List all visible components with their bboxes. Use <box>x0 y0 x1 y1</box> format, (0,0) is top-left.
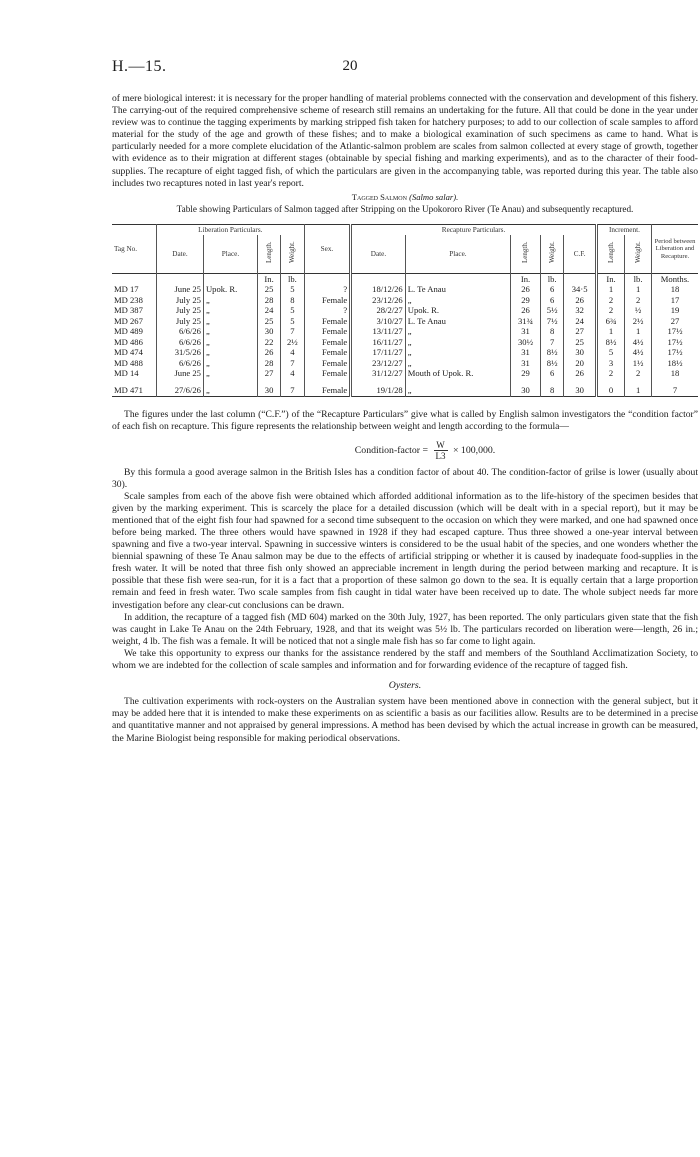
table-body <box>112 284 698 397</box>
unit-months: Months. <box>652 273 699 284</box>
cell-lib-wt: 7 <box>281 326 304 337</box>
cell-lib-date: 6/6/26 <box>157 337 204 348</box>
cell-lib-date: July 25 <box>157 305 204 316</box>
cell-sex: Female <box>304 337 351 348</box>
unit-in: In. <box>596 273 624 284</box>
cell-inc-wt: 4½ <box>625 347 652 358</box>
cell-rec-wt: 5½ <box>540 305 563 316</box>
paragraph-4: Scale samples from each of the above fish were obtained which afforded additional information as to the life-history of the specimen besides that given by the marking experiment. This is scarcely the place for a detailed discussion (which will be dealt with in a special report), but it may be mentioned that of the eight fish four had spawned for a second time subsequent to the occasion on which they were marked, and one had spawned once before being marked. The three others would have spawned in 1928 if they had escaped capture. Thus three showed a one-year interval between spawning and five a two-year interval. Spawning in successive winters is considered to be the usual habit of the species, and one wonders whether the biennial spawning of these Te Anau salmon may be due to the effects of artificial stripping or whether it is caused by inadequate food-supplies in the fresh water. It will be noted that three fish only showed an appreciable increment in length during the period between marking and recapture. It is possible that these fish were sea-run, for it is a fact that a proportion of these salmon go down to the sea. It is equally certain that a large proportion remain and feed in fresh water. Two scale samples from fish caught in tidal water have been received up to date. The whole subject needs far more investigation before any clear-cut conclusions can be drawn. <box>112 490 698 611</box>
cell-rec-wt: 6 <box>540 284 563 295</box>
cell-rec-place: „ <box>405 337 510 348</box>
group-liberation: Liberation Particulars. <box>157 224 305 235</box>
cell-period: 19 <box>652 305 699 316</box>
cell-rec-date: 17/11/27 <box>351 347 406 358</box>
unit-in: In. <box>511 273 541 284</box>
cell-inc-wt: 1 <box>625 284 652 295</box>
cell-cf: 30 <box>564 379 596 397</box>
cell-rec-len: 29 <box>511 368 541 379</box>
table-row <box>112 305 698 316</box>
cell-inc-wt: 2½ <box>625 316 652 327</box>
cell-lib-date: 31/5/26 <box>157 347 204 358</box>
cell-lib-wt: 5 <box>281 316 304 327</box>
cell-rec-date: 28/2/27 <box>351 305 406 316</box>
cell-lib-date: June 25 <box>157 284 204 295</box>
cell-lib-date: July 25 <box>157 316 204 327</box>
cell-rec-wt: 7½ <box>540 316 563 327</box>
cell-rec-wt: 8 <box>540 379 563 397</box>
group-increment: Increment. <box>596 224 651 235</box>
cell-lib-place: „ <box>203 368 257 379</box>
formula-fraction <box>434 440 448 461</box>
cell-cf: 34·5 <box>564 284 596 295</box>
paragraph-6: We take this opportunity to express our thanks for the assistance rendered by the staff and members of the Southland Acclimatization Society, to whom we are indebted for the collection of scale samples and information and for forwarding evidence of the recapture of tagged fish. <box>112 647 698 672</box>
table-title-main: Tagged Salmon <box>351 191 407 202</box>
cell-cf: 30 <box>564 347 596 358</box>
col-lib-date: Date. <box>157 235 204 273</box>
cell-lib-place: „ <box>203 305 257 316</box>
col-lib-length: Length. <box>264 241 273 264</box>
cell-period: 17½ <box>652 347 699 358</box>
col-tag: Tag No. <box>114 244 138 253</box>
table-row <box>112 368 698 379</box>
cell-rec-place: L. Te Anau <box>405 316 510 327</box>
cell-lib-date: 6/6/26 <box>157 326 204 337</box>
cell-rec-date: 23/12/26 <box>351 295 406 306</box>
cell-sex: Female <box>304 358 351 369</box>
cell-lib-place: „ <box>203 295 257 306</box>
cell-inc-wt: 1 <box>625 326 652 337</box>
cell-rec-date: 19/1/28 <box>351 379 406 397</box>
cell-inc-wt: 4½ <box>625 337 652 348</box>
col-sex: Sex. <box>304 224 351 273</box>
cell-tag: MD 471 <box>114 384 143 395</box>
cell-rec-place: „ <box>405 347 510 358</box>
cell-period: 18 <box>652 284 699 295</box>
table-row <box>112 326 698 337</box>
cell-lib-len: 28 <box>258 358 281 369</box>
col-rec-date: Date. <box>351 235 406 273</box>
table-title-species: (Salmo salar). <box>409 191 459 202</box>
cell-cf: 32 <box>564 305 596 316</box>
cell-cf: 27 <box>564 326 596 337</box>
col-inc-weight: Weight. <box>633 241 642 264</box>
cell-inc-len: 1 <box>596 284 624 295</box>
cell-rec-place: „ <box>405 326 510 337</box>
cell-rec-len: 31¾ <box>511 316 541 327</box>
cell-cf: 26 <box>564 295 596 306</box>
cell-tag: MD 238 <box>114 294 143 305</box>
unit-lb: lb. <box>540 273 563 284</box>
cell-lib-len: 30 <box>258 379 281 397</box>
page-number: 20 <box>342 58 358 74</box>
col-inc-length: Length. <box>606 241 615 264</box>
cell-inc-wt: 2 <box>625 295 652 306</box>
col-lib-weight: Weight. <box>288 241 297 264</box>
cell-rec-wt: 6 <box>540 295 563 306</box>
cell-lib-place: Upok. R. <box>203 284 257 295</box>
cell-tag: MD 387 <box>114 305 143 316</box>
table-row <box>112 337 698 348</box>
cell-rec-len: 31 <box>511 358 541 369</box>
cell-lib-wt: 4 <box>281 368 304 379</box>
cell-sex: Female <box>304 347 351 358</box>
cell-inc-len: 2 <box>596 368 624 379</box>
units-row <box>112 273 698 284</box>
cell-lib-place: „ <box>203 358 257 369</box>
table-row <box>112 379 698 397</box>
cell-rec-place: „ <box>405 295 510 306</box>
cell-inc-len: 8½ <box>596 337 624 348</box>
formula-numerator: W <box>434 440 448 451</box>
cell-lib-len: 30 <box>258 326 281 337</box>
table-row <box>112 358 698 369</box>
cell-rec-place: Upok. R. <box>405 305 510 316</box>
cell-lib-wt: 2½ <box>281 337 304 348</box>
cell-period: 18½ <box>652 358 699 369</box>
formula-multiplier: × 100,000. <box>452 444 496 456</box>
cell-rec-wt: 8 <box>540 326 563 337</box>
formula-label: Condition-factor = <box>354 444 431 456</box>
group-period: Period between Liberation and Recapture. <box>652 224 699 273</box>
cell-rec-place: „ <box>405 358 510 369</box>
group-recapture: Recapture Particulars. <box>351 224 597 235</box>
table-title <box>112 191 698 203</box>
cell-lib-wt: 8 <box>281 295 304 306</box>
cell-sex: Female <box>304 295 351 306</box>
cell-lib-len: 25 <box>258 284 281 295</box>
unit-in: In. <box>258 273 281 284</box>
cell-lib-date: July 25 <box>157 295 204 306</box>
cell-tag: MD 17 <box>114 284 139 295</box>
cell-lib-len: 28 <box>258 295 281 306</box>
cell-sex: Female <box>304 368 351 379</box>
cell-lib-len: 25 <box>258 316 281 327</box>
col-lib-place: Place. <box>203 235 257 273</box>
cell-rec-place: Mouth of Upok. R. <box>405 368 510 379</box>
cell-cf: 26 <box>564 368 596 379</box>
cell-inc-wt: 1½ <box>625 358 652 369</box>
cell-lib-date: June 25 <box>157 368 204 379</box>
cell-inc-len: 2 <box>596 295 624 306</box>
cell-rec-date: 23/12/27 <box>351 358 406 369</box>
cell-rec-date: 3/10/27 <box>351 316 406 327</box>
paragraph-3: By this formula a good average salmon in the British Isles has a condition factor of about 40. The condition-factor of grilse is lower (usually about 30). <box>112 466 698 490</box>
cell-rec-len: 30 <box>511 379 541 397</box>
salmon-recapture-table <box>112 224 698 398</box>
table-row <box>112 295 698 306</box>
table-caption: Table showing Particulars of Salmon tagged after Stripping on the Upokororo River (Te Anau) and subsequently recaptured. <box>176 203 634 214</box>
cell-inc-len: 6¾ <box>596 316 624 327</box>
cell-inc-len: 5 <box>596 347 624 358</box>
formula-denominator: L3 <box>435 450 446 461</box>
cell-lib-place: „ <box>203 347 257 358</box>
cell-rec-len: 29 <box>511 295 541 306</box>
cell-inc-len: 1 <box>596 326 624 337</box>
cell-rec-date: 13/11/27 <box>351 326 406 337</box>
section-code: H.—15. <box>112 58 167 75</box>
cell-sex: ? <box>304 305 351 316</box>
cell-period: 27 <box>652 316 699 327</box>
cell-period: 17½ <box>652 337 699 348</box>
cell-inc-len: 0 <box>596 379 624 397</box>
cell-inc-wt: 2 <box>625 368 652 379</box>
cell-cf: 25 <box>564 337 596 348</box>
cell-lib-place: „ <box>203 337 257 348</box>
cell-tag: MD 489 <box>114 326 143 337</box>
cell-lib-date: 27/6/26 <box>157 379 204 397</box>
cell-period: 7 <box>652 379 699 397</box>
cell-lib-place: „ <box>203 379 257 397</box>
cell-rec-len: 26 <box>511 284 541 295</box>
cell-rec-date: 16/11/27 <box>351 337 406 348</box>
cell-lib-len: 22 <box>258 337 281 348</box>
table-row <box>112 284 698 295</box>
cell-lib-wt: 5 <box>281 284 304 295</box>
cell-tag: MD 474 <box>114 347 143 358</box>
cell-lib-wt: 5 <box>281 305 304 316</box>
cell-rec-len: 30½ <box>511 337 541 348</box>
cell-period: 17½ <box>652 326 699 337</box>
cell-rec-place: L. Te Anau <box>405 284 510 295</box>
cell-cf: 20 <box>564 358 596 369</box>
paragraph-1: of mere biological interest: it is necessary for the proper handling of material problems connected with the conservation and development of this fishery. The carrying-out of the required comprehensive scheme of research still remains an undertaking for the future. All that could be done in the year under review was to continue the tagging experiments by marking stripped fish taken for hatchery purposes; to add to our collection of scale samples to afford material for the study of the age and growth of these fishes; and to make a biological examination of such specimens as came to hand. What is particularly needed for a more complete elucidation of the Atlantic-salmon problem are scales from salmon collected at every stage of growth, together with evidence as to their migration at different stages (obtainable by special fishing and marking experiments), and as to the character of their food-supplies. The recapture of eight tagged fish, of which the particulars are given in the accompanying table, was reported during this year. The table also includes two recaptures noted in last year's report. <box>112 93 698 189</box>
cell-rec-len: 31 <box>511 347 541 358</box>
cell-rec-wt: 7 <box>540 337 563 348</box>
cell-period: 18 <box>652 368 699 379</box>
cell-inc-len: 3 <box>596 358 624 369</box>
cell-period: 17 <box>652 295 699 306</box>
cell-lib-place: „ <box>203 316 257 327</box>
cell-rec-date: 31/12/27 <box>351 368 406 379</box>
cell-lib-len: 24 <box>258 305 281 316</box>
cell-rec-len: 31 <box>511 326 541 337</box>
body-text <box>112 93 698 745</box>
col-rec-weight: Weight. <box>547 241 556 264</box>
cell-inc-wt: ½ <box>625 305 652 316</box>
col-rec-place: Place. <box>405 235 510 273</box>
cell-lib-wt: 7 <box>281 379 304 397</box>
unit-lb: lb. <box>625 273 652 284</box>
unit-lb: lb. <box>281 273 304 284</box>
cell-sex: Female <box>304 316 351 327</box>
cell-lib-place: „ <box>203 326 257 337</box>
cell-inc-len: 2 <box>596 305 624 316</box>
cell-inc-wt: 1 <box>625 379 652 397</box>
paragraph-5: In addition, the recapture of a tagged fish (MD 604) marked on the 30th July, 1927, has been reported. The only particulars given state that the fish was caught in Lake Te Anau on the 24th February, 1928, and that its weight was 5½ lb. The particulars recorded on liberation were—length, 26 in.; weight, 4 lb. The fish was a female. It will be noticed that not a single male fish has so far come to light again. <box>112 611 698 647</box>
table-row <box>112 316 698 327</box>
cell-tag: MD 488 <box>114 357 143 368</box>
cell-lib-date: 6/6/26 <box>157 358 204 369</box>
cell-lib-wt: 4 <box>281 347 304 358</box>
cell-lib-len: 26 <box>258 347 281 358</box>
cell-rec-wt: 8½ <box>540 347 563 358</box>
page-header <box>112 58 588 80</box>
cell-rec-len: 26 <box>511 305 541 316</box>
condition-factor-formula <box>152 440 698 461</box>
cell-sex: ? <box>304 284 351 295</box>
cell-lib-wt: 7 <box>281 358 304 369</box>
table-row <box>112 347 698 358</box>
cell-cf: 24 <box>564 316 596 327</box>
cell-sex: Female <box>304 326 351 337</box>
cell-tag: MD 14 <box>114 368 139 379</box>
cell-rec-wt: 6 <box>540 368 563 379</box>
cell-rec-date: 18/12/26 <box>351 284 406 295</box>
col-rec-length: Length. <box>521 241 530 264</box>
paragraph-2: The figures under the last column (“C.F.”) of the “Recapture Particulars” give what is called by English salmon investigators the “condition factor” of each fish on recapture. This figure represents the relationship between weight and length according to the formula— <box>112 409 698 433</box>
cell-tag: MD 267 <box>114 315 143 326</box>
oysters-heading: Oysters. <box>388 680 422 692</box>
cell-tag: MD 486 <box>114 336 143 347</box>
cell-rec-place: „ <box>405 379 510 397</box>
col-cf: C.F. <box>564 235 596 273</box>
cell-sex: Female <box>304 379 351 397</box>
cell-rec-wt: 8½ <box>540 358 563 369</box>
cell-lib-len: 27 <box>258 368 281 379</box>
paragraph-7: The cultivation experiments with rock-oysters on the Australian system have been mentioned above in connection with the general subject, but it may be added here that it is intended to make these experiments on as scientific a basis as our facilities allow. Results are to be determined in a precise and quantitative manner and not appraised by general impressions. A method has been devised by which the actual increase in growth can be measured, the Marine Biologist being responsible for making periodical observations. <box>112 696 698 744</box>
